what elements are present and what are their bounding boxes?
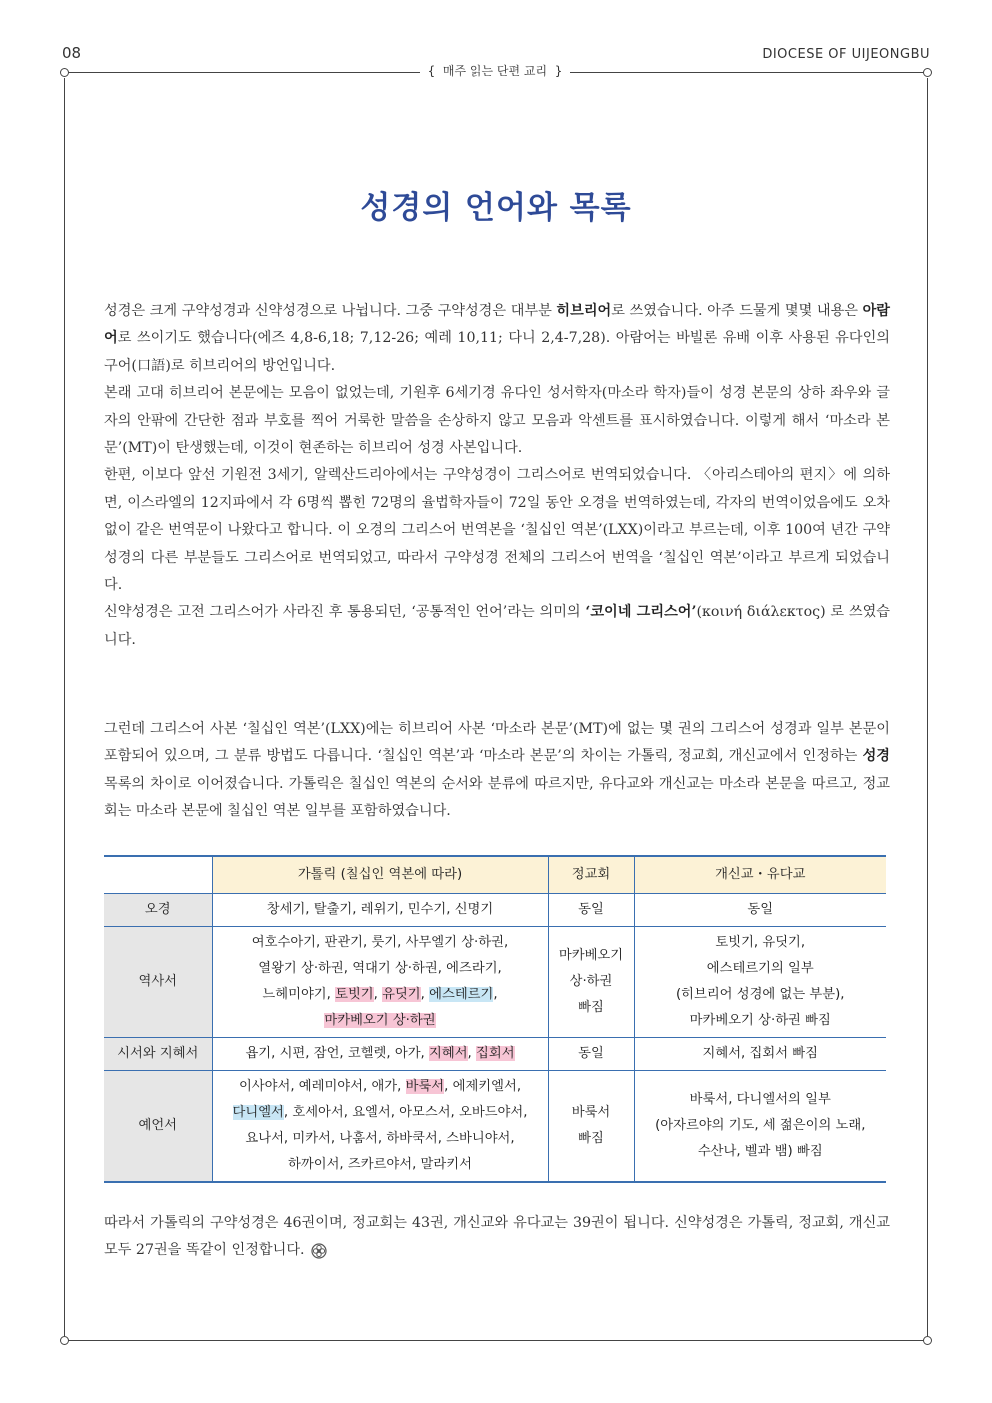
- corner-dot: [923, 1336, 932, 1345]
- table-row: [104, 1038, 886, 1071]
- paragraph: 본래 고대 히브리어 본문에는 모음이 없었는데, 기원후 6세기경 유다인 성서학자(마소라 학자)들이 성경 본문의 상하 좌우와 글자의 안팎에 간단한 점과 부호를 찍어 거룩한 말씀을 손상하지 않고 모음과 악센트를 표시하였습니다. 이렇게 해서 ‘마소라 본문’(MT)이 탄생했는데, 이것이 현존하는 히브리어 성경 사본입니다.: [104, 385, 890, 457]
- page-title: 성경의 언어와 목록: [360, 190, 632, 226]
- table-cell: 동일: [548, 894, 634, 927]
- table-header-cell: 개신교・유다교: [634, 856, 886, 894]
- highlight-maccabees: 마카베오기 상·하권: [324, 1013, 436, 1028]
- series-tag: { 매주 읽는 단편 교리 }: [420, 62, 570, 79]
- table-row: [104, 927, 886, 1038]
- corner-dot: [60, 1336, 69, 1345]
- row-label: 역사서: [104, 927, 212, 1038]
- highlight-baruch: 바룩서: [405, 1079, 445, 1094]
- table-row: [104, 894, 886, 927]
- table-cell: 토빗기, 유딧기, 에스테르기의 일부 (히브리어 성경에 없는 부분), 마카베오기 상·하권 빠짐: [634, 927, 886, 1038]
- corner-dot: [923, 68, 932, 77]
- table-cell: 동일: [634, 894, 886, 927]
- table-cell: 지혜서, 집회서 빠짐: [634, 1038, 886, 1071]
- canon-text: [104, 716, 890, 826]
- right-frame: [927, 78, 928, 1336]
- conclusion-text: [104, 1210, 890, 1265]
- table-cell: 동일: [548, 1038, 634, 1071]
- table-row: [104, 1071, 886, 1183]
- table-cell: 마카베오기 상·하권 빠짐: [548, 927, 634, 1038]
- paragraph: 신약성경은 고전 그리스어가 사라진 후 통용되던, ‘공통적인 언어’라는 의미의 ‘코이네 그리스어’(κοινή διάλεκτος) 로 쓰였습니다.: [104, 604, 890, 648]
- row-label: 예언서: [104, 1071, 212, 1183]
- table-cell: 바룩서 빠짐: [548, 1071, 634, 1183]
- table-header-cell: 정교회: [548, 856, 634, 894]
- footer-rule: [65, 1340, 929, 1341]
- row-label: 시서와 지혜서: [104, 1038, 212, 1071]
- highlight-daniel: 다니엘서: [232, 1105, 284, 1120]
- diocese-name: DIOCESE OF UIJEONGBU: [762, 47, 930, 62]
- table-header-cell: 가톨릭 (칠십인 역본에 따라): [212, 856, 548, 894]
- table-cell: 창세기, 탈출기, 레위기, 민수기, 신명기: [212, 894, 548, 927]
- canon-comparison-table: [104, 855, 886, 1183]
- highlight-judith: 유딧기: [382, 987, 421, 1002]
- flower-end-mark-icon: [311, 1242, 327, 1258]
- table-cell: 욥기, 시편, 잠언, 코헬렛, 아가, 지혜서, 집회서: [212, 1038, 548, 1071]
- table-cell: 바룩서, 다니엘서의 일부 (아자르야의 기도, 세 젊은이의 노래, 수산나, 벨과 뱀) 빠짐: [634, 1071, 886, 1183]
- intro-text: [104, 298, 890, 654]
- table-header-cell: [104, 856, 212, 894]
- page-number: 08: [62, 44, 82, 62]
- left-frame: [64, 78, 65, 1336]
- table-header-row: [104, 856, 886, 894]
- table-cell: 이사야서, 예레미야서, 애가, 바룩서, 에제키엘서, 다니엘서, 호세아서, 요엘서, 아모스서, 오바드야서, 요나서, 미카서, 나훔서, 하바쿡서, 스바니야서, 하까이서, 즈카르야서, 말라키서: [212, 1071, 548, 1183]
- paragraph: 한편, 이보다 앞선 기원전 3세기, 알렉산드리아에서는 구약성경이 그리스어로 번역되었습니다. 〈아리스테아의 편지〉에 의하면, 이스라엘의 12지파에서 각 6명씩 뽑힌 72명의 율법학자들이 72일 동안 오경을 번역하였는데, 각자의 번역이었음에도 오차 없이 같은 번역문이 나왔다고 합니다. 이 오경의 그리스어 번역본을 ‘칠십인 역본’(LXX)이라고 부르는데, 이후 100여 년간 구약성경의 다른 부분들도 그리스어로 번역되었고, 따라서 구약성경 전체의 그리스어 번역을 ‘칠십인 역본’이라고 부르게 되었습니다.: [104, 467, 890, 594]
- paragraph: 따라서 가톨릭의 구약성경은 46권이며, 정교회는 43권, 개신교와 유다교는 39권이 됩니다. 신약성경은 가톨릭, 정교회, 개신교 모두 27권을 똑같이 인정합니다.: [104, 1215, 890, 1259]
- highlight-esther: 에스테르기: [429, 987, 494, 1002]
- highlight-tobit: 토빗기: [335, 987, 374, 1002]
- paragraph: 성경은 크게 구약성경과 신약성경으로 나뉩니다. 그중 구약성경은 대부분 히브리어로 쓰였습니다. 아주 드물게 몇몇 내용은 아람어로 쓰이기도 했습니다(에즈 4,8-6,18; 7,12-26; 예레 10,11; 다니 2,4-7,28). 아람어는 바빌론 유배 이후 사용된 유다인의 구어(口語)로 히브리어의 방언입니다.: [104, 303, 890, 374]
- table-cell: 여호수아기, 판관기, 룻기, 사무엘기 상·하권, 열왕기 상·하권, 역대기 상·하권, 에즈라기, 느헤미야기, 토빗기, 유딧기, 에스테르기, 마카베오기 상·하권: [212, 927, 548, 1038]
- paragraph: 그런데 그리스어 사본 ‘칠십인 역본’(LXX)에는 히브리어 사본 ‘마소라 본문’(MT)에 없는 몇 권의 그리스어 성경과 일부 본문이 포함되어 있으며, 그 분류 방법도 다릅니다. ‘칠십인 역본’과 ‘마소라 본문’의 차이는 가톨릭, 정교회, 개신교에서 인정하는 성경 목록의 차이로 이어졌습니다. 가톨릭은 칠십인 역본의 순서와 분류에 따르지만, 유다교와 개신교는 마소라 본문을 따르고, 정교회는 마소라 본문에 칠십인 역본 일부를 포함하였습니다.: [104, 721, 890, 820]
- highlight-wisdom: 지혜서: [429, 1046, 468, 1061]
- highlight-sirach: 집회서: [476, 1046, 515, 1061]
- corner-dot: [60, 68, 69, 77]
- row-label: 오경: [104, 894, 212, 927]
